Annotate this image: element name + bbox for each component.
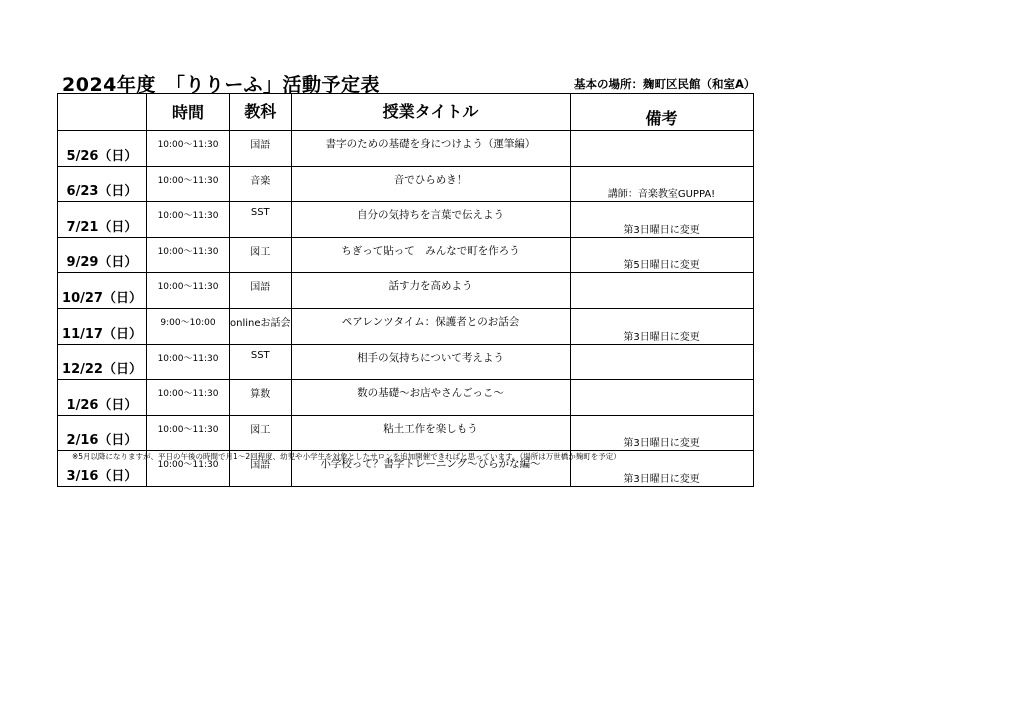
table-row (58, 415, 754, 451)
row-time: 10:00～11:30 (147, 237, 230, 273)
table-row (58, 237, 754, 273)
row-time: 10:00～11:30 (147, 415, 230, 451)
row-lesson-title: 音でひらめき！ (291, 166, 570, 202)
row-subject: 図工 (230, 415, 292, 451)
row-date: 6/23（日） (58, 166, 147, 202)
row-note: 第3日曜日に変更 (570, 451, 753, 487)
row-date: 11/17（日） (58, 308, 147, 344)
table-row (58, 202, 754, 238)
header-date (58, 94, 147, 131)
row-subject: 国語 (230, 451, 292, 487)
row-time: 10:00～11:30 (147, 380, 230, 416)
row-lesson-title: 相手の気持ちについて考えよう (291, 344, 570, 380)
row-date: 7/21（日） (58, 202, 147, 238)
row-lesson-title: ちぎって貼って みんなで町を作ろう (291, 237, 570, 273)
row-subject: 国語 (230, 273, 292, 309)
row-date: 12/22（日） (58, 344, 147, 380)
row-note (570, 380, 753, 416)
row-lesson-title: 粘土工作を楽しもう (291, 415, 570, 451)
row-time: 10:00～11:30 (147, 166, 230, 202)
row-subject: SST (230, 344, 292, 380)
row-date: 10/27（日） (58, 273, 147, 309)
row-time: 10:00～11:30 (147, 131, 230, 167)
row-subject: 算数 (230, 380, 292, 416)
row-lesson-title: 話す力を高めよう (291, 273, 570, 309)
table-row (58, 344, 754, 380)
row-time: 10:00～11:30 (147, 344, 230, 380)
row-date: 5/26（日） (58, 131, 147, 167)
row-note: 講師：音楽教室GUPPA! (570, 166, 753, 202)
row-lesson-title: 小学校って？書字トレーニング～ひらがな編～ (291, 451, 570, 487)
row-note (570, 131, 753, 167)
row-note (570, 344, 753, 380)
row-note: 第3日曜日に変更 (570, 415, 753, 451)
row-note: 第3日曜日に変更 (570, 308, 753, 344)
row-time: 10:00～11:30 (147, 451, 230, 487)
row-subject: SST (230, 202, 292, 238)
page-title: 2024年度 「りりーふ」活動予定表 (62, 74, 381, 96)
row-note: 第5日曜日に変更 (570, 237, 753, 273)
table-row (58, 166, 754, 202)
row-date: 2/16（日） (58, 415, 147, 451)
row-note: 第3日曜日に変更 (570, 202, 753, 238)
header-subject: 教科 (230, 94, 292, 131)
row-subject: 音楽 (230, 166, 292, 202)
row-lesson-title: 書字のための基礎を身につけよう（運筆編） (291, 131, 570, 167)
row-note (570, 273, 753, 309)
table-row (58, 131, 754, 167)
row-time: 10:00～11:30 (147, 202, 230, 238)
row-subject: onlineお話会 (230, 308, 292, 344)
row-lesson-title: 数の基礎～お店やさんごっこ～ (291, 380, 570, 416)
row-subject: 国語 (230, 131, 292, 167)
row-date: 1/26（日） (58, 380, 147, 416)
row-date: 9/29（日） (58, 237, 147, 273)
row-lesson-title: ペアレンツタイム：保護者とのお話会 (291, 308, 570, 344)
row-subject: 図工 (230, 237, 292, 273)
row-time: 10:00～11:30 (147, 273, 230, 309)
row-lesson-title: 自分の気持ちを言葉で伝えよう (291, 202, 570, 238)
footnote: ※5月以降になりますが、平日の午後の時間で月1～2回程度、幼児や小学生を対象としたサロンを追加開催できればと思っています。（場所は万世橋か麹町を予定） (72, 452, 621, 461)
row-time: 9:00～10:00 (147, 308, 230, 344)
table-header-row (58, 94, 754, 131)
table-row (58, 273, 754, 309)
header-time: 時間 (147, 94, 230, 131)
row-date: 3/16（日） (58, 451, 147, 487)
header-lesson-title: 授業タイトル (291, 94, 570, 131)
schedule-table (57, 93, 754, 487)
location-note: 基本の場所：麹町区民館（和室A） (574, 77, 756, 91)
table-row (58, 380, 754, 416)
table-row (58, 308, 754, 344)
header-note: 備考 (570, 94, 753, 131)
